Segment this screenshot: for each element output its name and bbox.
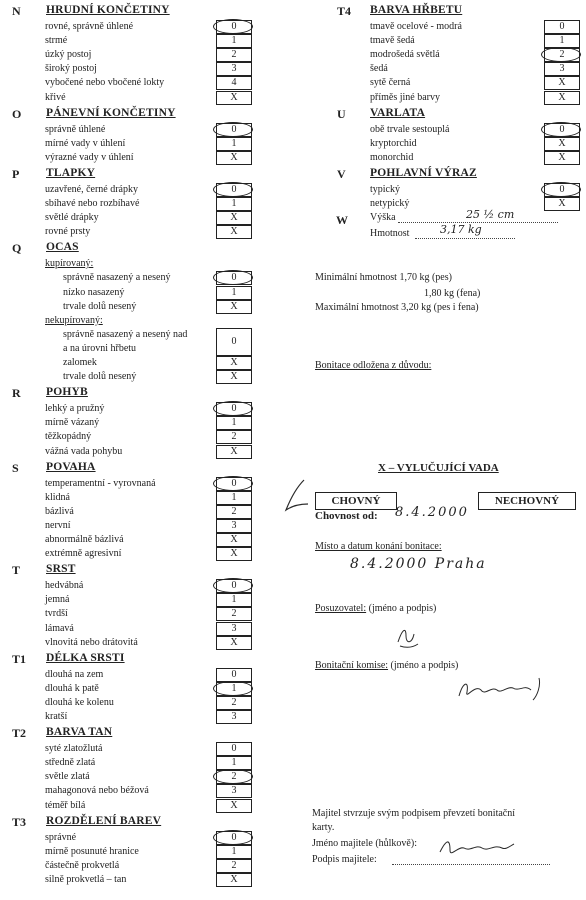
chovny-box[interactable]: CHOVNÝ [315, 492, 397, 510]
option-label-nekupirovany: nekupírovaný: [45, 314, 103, 326]
section-title-pohyb: POHYB [46, 386, 88, 399]
option-label-uzky-postoj: úzký postoj [45, 49, 92, 61]
score-value: X [558, 151, 566, 163]
option-label-vybocene-nebo-vbocene-lokty: vybočené nebo vbočené lokty [45, 77, 165, 89]
section-letter-t3: T3 [12, 814, 27, 829]
score-value: 0 [231, 272, 237, 284]
exclusion-title: X – VYLUČUJÍCÍ VADA [378, 462, 499, 474]
score-value: 3 [559, 63, 565, 75]
option-label-sbihave-nebo-rozbihave: sbíhavé nebo rozbíhavé [45, 198, 140, 209]
circled-mark [213, 19, 253, 34]
score-value: 0 [231, 831, 237, 843]
score-value: 0 [231, 21, 237, 32]
score-box-rozdeleni-barev-3[interactable] [216, 873, 252, 887]
option-label-spravne-nasazeny-a-neseny-nad: správně nasazený a nesený nad [63, 328, 188, 340]
score-value: 0 [231, 477, 237, 489]
assessor-label: Posuzovatel: [315, 603, 367, 614]
score-box-pohlavni-vyraz-1[interactable] [544, 197, 580, 211]
section-title-pohlavni-vyraz: POHLAVNÍ VÝRAZ [370, 166, 477, 179]
score-value: X [230, 799, 238, 811]
score-value: X [558, 77, 566, 89]
option-label-cont-a-na-urovni-hrbetu: a na úrovni hřbetu [63, 342, 137, 354]
score-box-varlata-2[interactable] [544, 151, 580, 165]
score-value: 0 [231, 123, 237, 135]
score-box-ocas-6[interactable] [216, 356, 252, 370]
score-value: X [230, 226, 238, 238]
score-value: X [230, 300, 238, 312]
score-value: X [230, 371, 238, 383]
option-label-spravne-uhlene: správně úhlené [45, 123, 106, 135]
score-box-hrudni-koncetiny-4[interactable] [216, 76, 252, 90]
handwritten-check-mark [282, 476, 312, 516]
score-box-barva-hrbetu-1[interactable] [544, 34, 580, 48]
option-label-castecne-prokvetla: částečně prokvetlá [45, 859, 120, 871]
score-box-tlapky-1[interactable] [216, 197, 252, 211]
weight-label: Hmotnost [370, 228, 410, 239]
section-title-srst: SRST [46, 563, 76, 576]
option-label-silne-prokvetla-tan: silně prokvetlá – tan [45, 873, 127, 885]
option-label-krive: křivé [45, 91, 66, 103]
score-box-ocas-3[interactable] [216, 300, 252, 314]
score-value: 1 [231, 757, 237, 769]
score-box-barva-tan-4[interactable] [216, 799, 252, 813]
score-value: X [230, 636, 238, 648]
option-label-spravne-nasazeny-a-neseny: správně nasazený a nesený [63, 272, 171, 284]
score-value: 2 [231, 608, 237, 620]
option-label-klidna: klidná [45, 491, 70, 503]
commission-paren: (jméno a podpis) [390, 660, 459, 671]
score-box-srst-2[interactable] [216, 607, 252, 621]
score-box-hrudni-koncetiny-5[interactable] [216, 91, 252, 105]
option-label-seda: šedá [370, 63, 388, 75]
weight-dotline [415, 238, 515, 239]
section-title-rozdeleni-barev: ROZDĚLENÍ BAREV [46, 814, 162, 827]
score-box-barva-hrbetu-4[interactable] [544, 76, 580, 90]
score-box-delka-srsti-3[interactable] [216, 710, 252, 724]
option-label-lehky-a-pruzny: lehký a pružný [45, 403, 105, 415]
assessor-paren: (jméno a podpis) [368, 603, 437, 614]
section-letter-n: N [12, 4, 21, 18]
min-weight-bitch: 1,80 kg (fena) [424, 288, 481, 299]
score-box-barva-hrbetu-0[interactable] [544, 20, 580, 34]
score-value: 2 [231, 505, 237, 517]
section-letter-u: U [337, 106, 346, 121]
option-label-tezkopadny: těžkopádný [45, 431, 92, 443]
option-label-mirne-vazany: mírně vázaný [45, 417, 100, 429]
section-title-delka-srsti: DÉLKA SRSTI [46, 651, 125, 664]
postponed-label: Bonitace odložena z důvodu: [315, 360, 432, 371]
owner-sign-dotline [392, 864, 550, 865]
assessor-signature [392, 622, 422, 652]
score-value: 3 [231, 785, 237, 797]
commission-signature [455, 674, 555, 706]
option-label-lamava: lámavá [45, 622, 74, 634]
option-label-vyrazne-vady-v-uhleni: výrazné vady v úhlení [45, 151, 134, 163]
circled-mark [541, 182, 581, 197]
score-box-srst-3[interactable] [216, 622, 252, 636]
score-value: X [558, 91, 566, 103]
score-box-ocas-7[interactable] [216, 370, 252, 384]
option-label-dlouha-k-pate: dlouhá k patě [45, 682, 99, 694]
score-box-barva-hrbetu-5[interactable] [544, 91, 580, 105]
score-value: 0 [231, 335, 237, 347]
score-value: 1 [231, 198, 237, 209]
option-label-rovne-prsty: rovné prsty [45, 226, 91, 238]
score-value: 1 [231, 682, 237, 694]
score-box-varlata-1[interactable] [544, 137, 580, 151]
score-value: X [230, 445, 238, 457]
option-label-mirne-posunute-hranice: mírně posunuté hranice [45, 845, 139, 857]
score-value: 1 [231, 845, 237, 857]
option-label-modroseda-svetla: modrošedá světlá [370, 49, 440, 61]
nechovny-box[interactable]: NECHOVNÝ [478, 492, 576, 510]
max-weight: Maximální hmotnost 3,20 kg (pes i fena) [315, 302, 479, 313]
score-value: X [230, 151, 238, 163]
option-label-siroky-postoj: široký postoj [45, 63, 97, 75]
option-label-nizko-nasazeny: nízko nasazený [63, 286, 125, 298]
score-box-barva-hrbetu-3[interactable] [544, 62, 580, 76]
circled-mark [213, 182, 253, 197]
score-box-povaha-3[interactable] [216, 519, 252, 533]
score-box-srst-1[interactable] [216, 593, 252, 607]
score-box-tlapky-2[interactable] [216, 211, 252, 225]
score-box-rozdeleni-barev-2[interactable] [216, 859, 252, 873]
option-label-dlouha-na-zem: dlouhá na zem [45, 668, 104, 680]
option-label-obe-trvale-sestoupla: obě trvale sestouplá [370, 123, 450, 135]
option-label-kryptorchid: kryptorchid [370, 137, 417, 149]
circled-mark [213, 681, 253, 696]
section-letter-t2: T2 [12, 726, 27, 741]
section-title-tlapky: TLAPKY [46, 166, 96, 179]
score-box-barva-tan-0[interactable] [216, 742, 252, 756]
section-title-hrudni-koncetiny: HRUDNÍ KONČETINY [46, 4, 170, 16]
option-label-primes-jine-barvy: příměs jiné barvy [370, 91, 440, 103]
owner-signature [436, 834, 526, 862]
section-title-varlata: VARLATA [370, 106, 426, 119]
chovnost-label: Chovnost od: [315, 510, 378, 522]
option-label-dlouha-ke-kolenu: dlouhá ke kolenu [45, 696, 114, 708]
owner-name-label: Jméno majitele (hůlkově): [312, 838, 417, 849]
score-box-pohyb-2[interactable] [216, 430, 252, 444]
owner-sign-label: Podpis majitele: [312, 854, 377, 865]
section-letter-t: T [12, 563, 21, 578]
score-value: 0 [559, 183, 565, 195]
option-label-strme: strmé [45, 35, 68, 47]
score-value: 0 [559, 123, 565, 135]
option-label-tmave-seda: tmavě šedá [370, 35, 415, 47]
section-title-barva-tan: BARVA TAN [46, 726, 113, 739]
score-value: 4 [231, 77, 237, 89]
section-letter-t1: T1 [12, 651, 27, 666]
score-box-povaha-4[interactable] [216, 533, 252, 547]
option-label-kratsi: kratší [45, 711, 68, 722]
score-value: X [230, 534, 238, 545]
section-letter-s: S [12, 460, 19, 475]
score-box-rozdeleni-barev-1[interactable] [216, 845, 252, 859]
score-value: 3 [231, 519, 237, 531]
score-box-srst-4[interactable] [216, 636, 252, 650]
score-value: X [230, 91, 238, 103]
score-box-ocas-5[interactable] [216, 328, 252, 356]
owner-text-1: Majitel stvrzuje svým podpisem převzetí bonitační [312, 808, 516, 819]
option-label-monorchid: monorchid [370, 151, 414, 163]
height-label: Výška [370, 212, 396, 223]
section-title-ocas: OCAS [46, 241, 79, 254]
circled-mark [213, 476, 253, 491]
place-date-handwritten: 8.4.2000 Praha [350, 556, 487, 572]
option-label-tmave-ocelove-modra: tmavě ocelové - modrá [370, 21, 462, 32]
place-date-label: Místo a datum konání bonitace: [315, 541, 442, 552]
score-box-barva-tan-3[interactable] [216, 784, 252, 798]
score-value: 1 [231, 594, 237, 606]
option-label-trvale-dolu-neseny: trvale dolů nesený [63, 300, 137, 312]
assessor-row [315, 603, 436, 614]
chovnost-handwritten: 8.4.2000 [395, 505, 469, 520]
section-title-panevni-koncetiny: PÁNEVNÍ KONČETINY [46, 106, 176, 119]
score-box-panevni-koncetiny-1[interactable] [216, 137, 252, 151]
option-label-abnormalne-bazliva: abnormálně bázlivá [45, 534, 124, 545]
score-box-barva-tan-1[interactable] [216, 756, 252, 770]
option-label-mirne-vady-v-uhleni: mírné vady v úhlení [45, 137, 126, 149]
score-box-hrudni-koncetiny-3[interactable] [216, 62, 252, 76]
section-letter-p: P [12, 166, 20, 181]
section-letter-q: Q [12, 241, 22, 256]
section-letter-r: R [12, 386, 21, 401]
option-label-rovne-spravne-uhlene: rovné, správně úhlené [45, 21, 134, 32]
score-box-delka-srsti-0[interactable] [216, 668, 252, 682]
option-label-mahagonova-nebo-bezova: mahagonová nebo béžová [45, 785, 149, 797]
section-title-barva-hrbetu: BARVA HŘBETU [370, 4, 463, 16]
score-value: 0 [231, 743, 237, 755]
score-value: 1 [231, 417, 237, 429]
score-value: 1 [231, 35, 237, 47]
option-label-jemna: jemná [45, 594, 70, 606]
height-handwritten: 25 ½ cm [466, 208, 515, 221]
score-box-hrudni-koncetiny-1[interactable] [216, 34, 252, 48]
score-box-povaha-1[interactable] [216, 491, 252, 505]
option-label-temperamentni-vyrovnana: temperamentní - vyrovnaná [45, 477, 156, 489]
score-value: 2 [231, 431, 237, 443]
circled-mark [541, 122, 581, 137]
option-label-hedvabna: hedvábná [45, 580, 84, 592]
option-label-vlnovita-nebo-dratovita: vlnovitá nebo drátovitá [45, 636, 138, 648]
score-box-povaha-2[interactable] [216, 505, 252, 519]
score-box-pohyb-3[interactable] [216, 445, 252, 459]
score-value: 1 [231, 286, 237, 298]
score-value: 0 [231, 183, 237, 195]
option-label-typicky: typický [370, 183, 400, 195]
min-weight-dog: Minimální hmotnost 1,70 kg (pes) [315, 272, 452, 283]
section-letter-o: O [12, 106, 22, 121]
score-value: 0 [231, 668, 237, 680]
option-label-nervni: nervní [45, 519, 71, 531]
commission-row [315, 660, 458, 671]
score-value: 2 [231, 49, 237, 61]
option-label-bazliva: bázlivá [45, 505, 74, 517]
option-label-svetle-drapky: světlé drápky [45, 212, 99, 224]
score-box-povaha-5[interactable] [216, 547, 252, 561]
score-value: 1 [231, 491, 237, 503]
score-value: 3 [231, 711, 237, 722]
option-label-vazna-vada-pohybu: vážná vada pohybu [45, 445, 123, 457]
option-label-spravne: správné [45, 831, 77, 843]
weight-handwritten: 3,17 kg [440, 223, 482, 236]
score-value: 1 [231, 137, 237, 149]
score-value: 2 [231, 696, 237, 708]
score-value: 3 [231, 622, 237, 634]
section-letter-v: V [337, 166, 346, 181]
score-value: 3 [231, 63, 237, 75]
score-box-tlapky-3[interactable] [216, 225, 252, 239]
section-title-povaha: POVAHA [46, 460, 96, 473]
score-value: X [230, 548, 238, 560]
score-value: 1 [559, 35, 565, 47]
circled-mark [213, 122, 253, 137]
option-label-stredne-zlata: středně zlatá [45, 757, 96, 769]
option-label-syte-zlatozluta: syté zlatožlutá [45, 743, 103, 755]
option-label-temer-bila: téměř bílá [45, 799, 86, 811]
score-value: 2 [231, 859, 237, 871]
section-letter-t4: T4 [337, 4, 352, 18]
score-value: X [230, 873, 238, 885]
score-box-pohyb-1[interactable] [216, 416, 252, 430]
score-value: X [230, 212, 238, 224]
option-label-trvale-dolu-neseny: trvale dolů nesený [63, 371, 137, 383]
section-letter-w: W [336, 213, 348, 227]
score-value: 0 [231, 580, 237, 592]
score-value: 0 [559, 21, 565, 32]
score-box-ocas-2[interactable] [216, 286, 252, 300]
commission-label: Bonitační komise: [315, 660, 389, 671]
score-value: 2 [559, 49, 565, 61]
circled-mark [213, 830, 253, 845]
score-box-hrudni-koncetiny-2[interactable] [216, 48, 252, 62]
score-value: 2 [231, 771, 237, 783]
option-label-tvrdsi: tvrdší [45, 608, 68, 620]
owner-text-2: karty. [312, 822, 335, 833]
score-value: X [230, 357, 238, 368]
option-label-syte-cerna: sytě černá [370, 77, 411, 89]
score-box-delka-srsti-2[interactable] [216, 696, 252, 710]
option-label-svetle-zlata: světle zlatá [45, 771, 90, 783]
score-value: X [558, 137, 566, 149]
score-value: 0 [231, 403, 237, 415]
option-label-kupirovany: kupírovaný: [45, 258, 94, 270]
score-box-panevni-koncetiny-2[interactable] [216, 151, 252, 165]
option-label-netypicky: netypický [370, 198, 410, 209]
option-label-zalomek: zalomek [63, 357, 97, 368]
option-label-extremne-agresivni: extrémně agresivní [45, 548, 122, 560]
score-value: X [558, 198, 566, 209]
option-label-uzavrene-cerne-drapky: uzavřené, černé drápky [45, 183, 138, 195]
